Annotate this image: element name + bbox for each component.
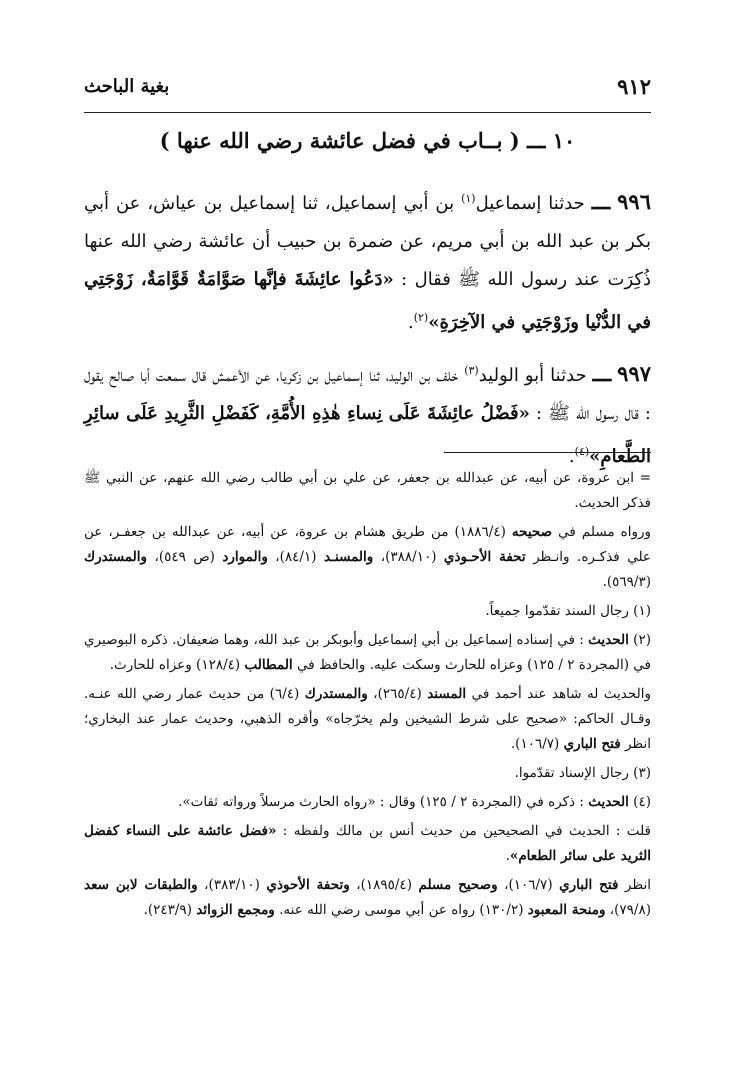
footnote-text: (٣٨٣/١٠)، [197, 877, 267, 893]
footnote-text: (١٠٦/٧). [510, 736, 564, 752]
footnotes [84, 466, 651, 927]
page-number: ٩١٢ [617, 74, 651, 99]
footnote-text: : ذكره في (المجردة ٢ / ١٢٥) وقال : «رواه الحارث مرسلاً ورواته ثقات». [178, 794, 589, 810]
hadith-997 [84, 352, 651, 476]
footnote-note [84, 819, 651, 869]
footnote-4 [84, 790, 651, 815]
footnote-text: (ص ٥٤٩)، [147, 549, 223, 565]
footnote-ref: (٣) [464, 364, 479, 377]
footnote-ref: (٤) [574, 445, 590, 458]
footnote-text: قلت : الحديث في الصحيحين من حديث أنس بن مالك ولفظه : [276, 823, 651, 839]
footnote-text: . [505, 848, 510, 864]
footnote-text: (٣) رجال الإسناد تقدّموا. [514, 765, 651, 781]
hadith-dash: ـــ [591, 189, 611, 214]
footnote-text: (١٠٦/٧)، [497, 877, 560, 893]
hadith-quote: «دَعُوا عائِشَةَ فإنَّها صَوَّامَةٌ قَوَّامَةٌ، زَوْجَتِي في الدُّنْيا وزَوْجَتِي في الآخِرَةِ» [84, 269, 651, 333]
hadith-dash: ـــ [592, 361, 612, 386]
hadith-text: بن أبي إسماعيل، ثنا إسماعيل بن عياش، عن أبي بكر بن عبد الله بن أبي مريم، عن ضمرة بن حبيب أن عائشة رضي الله عنها ذُكِرَت عند رسول الله ﷺ فقال : [84, 193, 651, 290]
source-title: والطبقات لابن سعد [84, 877, 198, 893]
source-title: والموارد [222, 549, 268, 565]
footnote-label: الحديث [588, 632, 629, 648]
footnote-refs [84, 873, 651, 923]
footnote-text: (٤) [628, 794, 651, 810]
source-title: والمسنـد [323, 549, 374, 565]
footnote-text: انظر [618, 877, 651, 893]
footnote-text: ابن عروة، عن أبيه، عن عبدالله بن جعفر، عن علي بن أبي طالب رضي الله عنهم، عن النبي ﷺ فذكر الحديث. [84, 470, 651, 511]
footnote-muslim [84, 520, 651, 595]
footnote-ref: (٢) [413, 311, 429, 324]
footnote-2 [84, 628, 651, 678]
footnote-text: والحديث له شاهد عند أحمد في [466, 686, 651, 702]
source-title: فتح الباري [559, 877, 619, 893]
footnote-text: (٣٨٨/١٠)، [373, 549, 444, 565]
chapter-title: ١٠ ـــ ( بــاب في فضل عائشة رضي الله عنها ) [159, 128, 576, 153]
source-title: فتح الباري [563, 736, 621, 752]
source-title: صحيحه [511, 524, 553, 540]
source-title: المطالب [244, 657, 293, 673]
main-text [84, 180, 651, 486]
hadith-end: . [407, 312, 414, 333]
hadith-996 [84, 180, 651, 342]
footnote-continuation [84, 466, 651, 516]
hadith-number: ٩٩٧ [617, 361, 651, 386]
footnote-text: (٢) [628, 632, 651, 648]
footnote-text: (٢٤٣/٩). [143, 902, 197, 918]
header-rule [84, 112, 651, 113]
footnote-text: ورواه مسلم في [552, 524, 651, 540]
source-title: والمستدرك [304, 686, 368, 702]
footnote-text: (٢٦٥/٤)، [367, 686, 428, 702]
footnote-text: : في إسناده إسماعيل بن أبي إسماعيل وأبوبكر بن عبد الله، وهما ضعيفان. ذكره البوصيري في (المجردة ٢ / ١٢٥) وعزاه للحارث وسكت عليه. والحافظ في [84, 632, 651, 673]
footnote-text: (١) رجال السند تقدّموا جميعاً. [485, 603, 651, 619]
source-title: وتحفة الأحوذي [266, 877, 350, 893]
footnote-text: (١٢٨/٤) وعزاه للحارث. [109, 657, 245, 673]
source-title: والمستدرك [84, 549, 148, 565]
footnote-text: (٥٦٩/٣). [602, 574, 651, 590]
quoted-hadith: «فضل عائشة على النساء كفضل الثريد على سائر الطعام» [84, 823, 651, 864]
footnote-3 [84, 761, 651, 786]
footnote-text: (١٨٩٥/٤)، [349, 877, 419, 893]
source-title: وصحيح مسلم [418, 877, 498, 893]
footnote-1 [84, 599, 651, 624]
source-title: تحفة الأحـوذي [443, 549, 526, 565]
source-title: ومجمع الزوائد [196, 902, 275, 918]
footnote-ref: (١) [461, 192, 476, 205]
hadith-end: . [568, 446, 575, 467]
footnote-text: (١٣٠/٢) رواه عن أبي موسى رضي الله عنه. [274, 902, 528, 918]
source-title: ومنحة المعبود [527, 902, 606, 918]
hadith-quote: «فَضْلُ عائِشَةَ عَلَى نِساءِ هٰذِهِ الأُمَّةِ، كَفَضْلِ الثَّرِيدِ عَلَى سائِرِ الطَّعامِ» [84, 403, 651, 467]
continuation-mark: = [639, 470, 651, 486]
hadith-text: خلف بن الوليد، ثنا إسماعيل بن زكريا، عن الأعمش قال سمعت أبا صالح يقول : قال رسول الله ﷺ : [84, 365, 651, 424]
hadith-number: ٩٩٦ [617, 189, 651, 214]
footnote-shahid [84, 682, 651, 757]
hadith-text: حدثنا أبو الوليد [478, 365, 587, 386]
hadith-text: حدثنا إسماعيل [475, 193, 585, 214]
source-title: المسند [427, 686, 467, 702]
footnote-text: (٦/٤) من حديث عمار رضي الله عنـه. وقـال الحاكم: «صحيح على شرط الشيخين ولم يخرّجاه» وأقره الذهبي، وحديث عمار عند البخاري؛ انظر [84, 686, 651, 752]
footnote-text: (٧٩/٨)، [605, 902, 651, 918]
book-title: بغية الباحث [84, 76, 170, 97]
footnote-rule [444, 452, 651, 453]
footnote-text: (١٨٨٦/٤) من طريق هشام بن عروة، عن أبيه، عن عبدالله بن جعفـر، عن علي فذكـره. وانـظر [84, 524, 651, 565]
footnote-text: (٨٤/١)، [267, 549, 324, 565]
footnote-label: الحديث [588, 794, 629, 810]
page-header [84, 74, 651, 104]
